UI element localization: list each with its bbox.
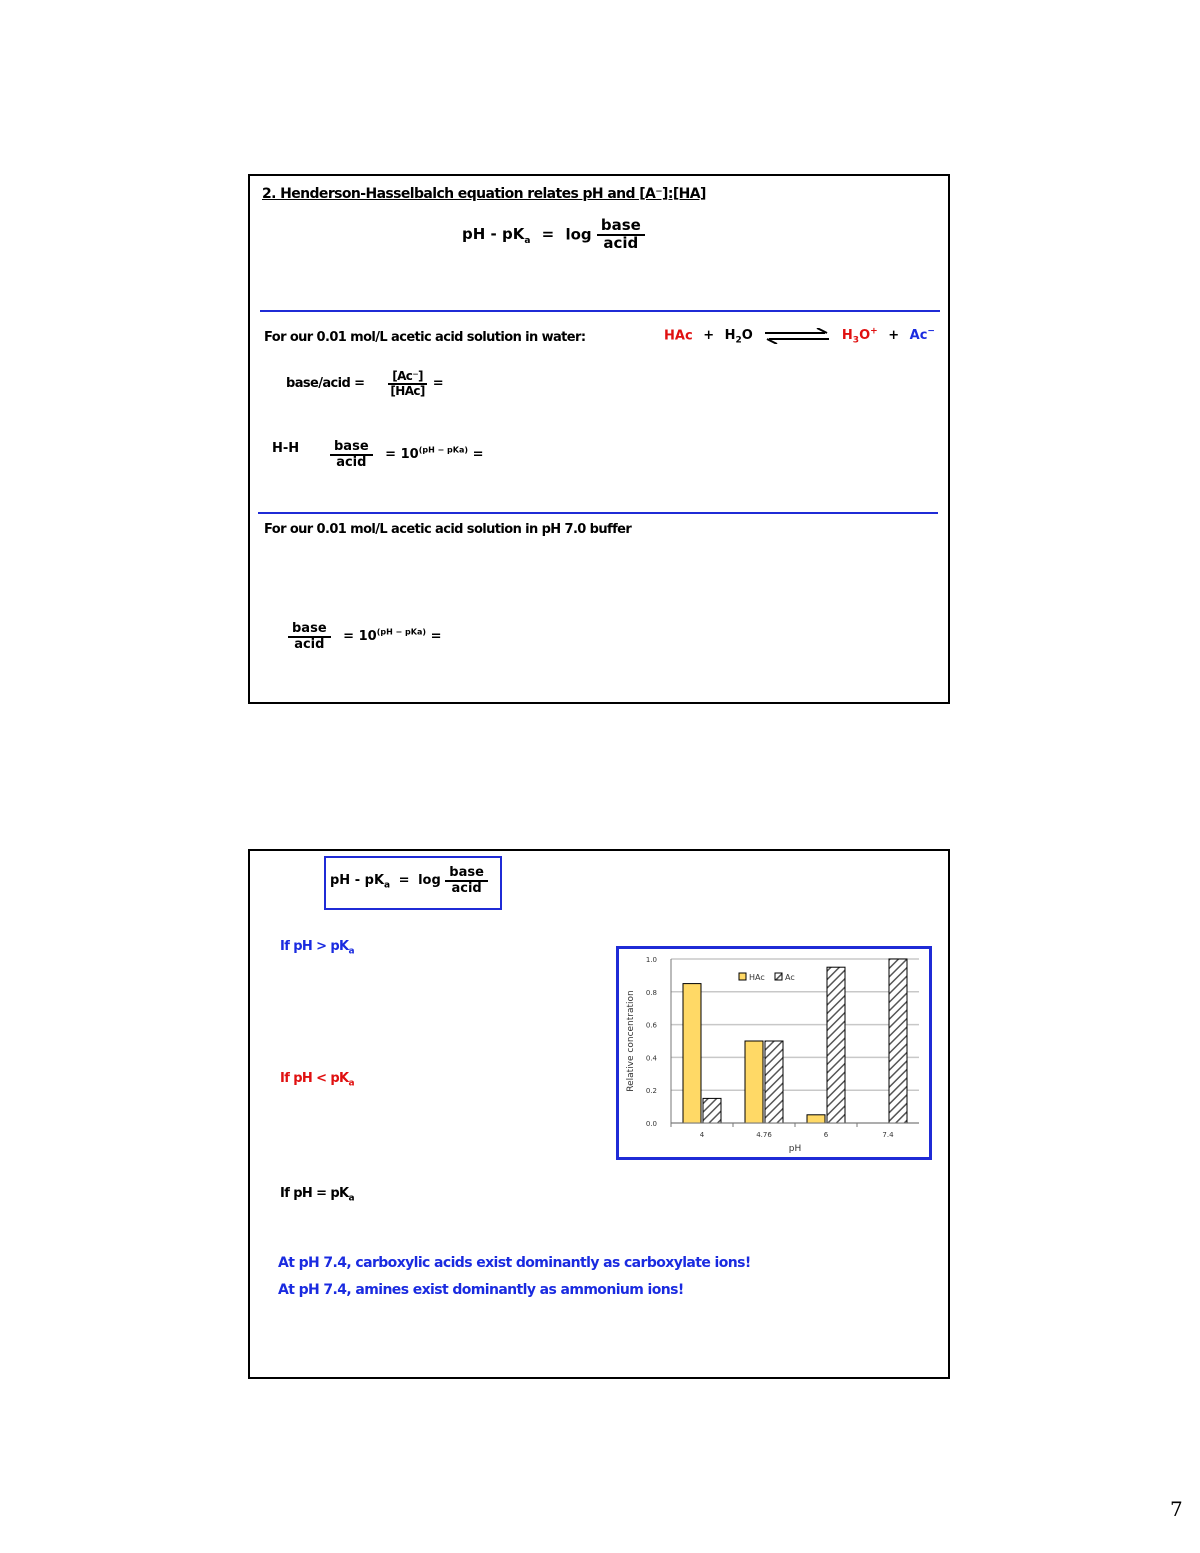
x-tick-label: 7.4 [882,1131,894,1139]
frac-denominator: acid [336,454,367,470]
y-axis-title: Relative concentration [626,990,636,1092]
frac-denominator: acid [294,636,325,652]
chart-legend [739,973,795,982]
hh-fraction [445,866,488,895]
condition-ph-equal: If pH = $pK_a$ [280,1186,355,1204]
reactant-water: $H_2O$ [724,328,753,346]
ratio-denominator: [HAc] [390,383,425,398]
hh-numerator: base [597,218,645,236]
bar-hac-4.76 [745,1041,763,1123]
ten-power-eq: = [430,629,442,645]
slide-henderson-hasselbalch [248,174,950,704]
hh-log: log [418,873,441,889]
ratio-numerator: [Ac⁻] [388,370,427,385]
divider-line [260,310,940,312]
bar-ac-6 [827,967,845,1123]
bar-ac-4 [703,1098,721,1123]
product-acetate: Ac− [909,327,935,344]
buffer-power-expression [288,622,441,651]
buffer-heading: For our 0.01 mol/L acetic acid solution in pH 7.0 buffer [264,522,632,537]
hh-eq-sign: = [541,225,555,244]
chart-svg [619,949,929,1157]
plus-sign: + [888,328,900,344]
hh-equation-box [324,856,502,910]
frac-numerator: base [330,440,373,456]
y-tick-label: 0.4 [645,1054,657,1063]
y-tick-label: 0.0 [645,1120,657,1128]
base-acid-fraction [288,622,331,651]
bar-ac-7.4 [889,959,907,1123]
condition-ph-less: If pH < $pK_a$ [280,1071,355,1089]
hh-power-expression [330,440,483,469]
y-tick-label: 0.6 [645,1021,657,1030]
y-tick-label: 0.2 [645,1087,657,1096]
bar-ac-4.76 [765,1041,783,1123]
hh-equation [462,218,645,252]
concentration-chart [616,946,932,1160]
hh-equation [330,866,488,895]
page-number: 7 [1170,1497,1183,1521]
hh-eq-sign: = [398,873,410,889]
y-tick-label: 0.8 [645,988,657,997]
ratio-label: base/acid = [286,376,365,392]
y-tick-label: 1.0 [645,956,657,964]
bar-hac-4 [683,984,701,1123]
legend-swatch-hac [739,973,746,980]
statement-amines: At pH 7.4, amines exist dominantly as ammonium ions! [278,1282,684,1298]
hh-log: log [565,225,592,244]
base-acid-fraction [330,440,373,469]
ratio-expression [286,370,443,397]
hh-fraction [597,218,645,252]
ten-power: = $10^{(pH - pKa)}$ [385,445,469,463]
hh-label: H-H [272,441,300,456]
water-heading: For our 0.01 mol/L acetic acid solution in water: [264,330,586,345]
frac-numerator: base [288,622,331,638]
divider-line [258,512,938,514]
x-tick-label: 6 [823,1131,829,1139]
statement-carboxylic: At pH 7.4, carboxylic acids exist dominantly as carboxylate ions! [278,1255,751,1271]
equilibrium-arrows-icon [761,328,833,344]
hh-lhs: pH - $pK_a$ [330,873,391,891]
x-tick-label: 4 [699,1131,705,1139]
condition-ph-greater: If pH > $pK_a$ [280,939,355,957]
hh-lhs: pH - $pK_a$ [462,225,531,247]
reactant-hac: HAc [664,328,693,344]
x-tick-label: 4.76 [756,1131,772,1139]
dissociation-reaction [664,327,935,346]
legend-label-hac: HAc [749,973,765,982]
slide-title: 2. Henderson-Hasselbalch equation relates pH and [A⁻]:[HA] [262,186,706,202]
hh-denominator: acid [603,233,639,252]
x-axis-title: pH [788,1144,802,1154]
ratio-eq-sign: = [432,376,444,392]
chart-bars [683,959,907,1123]
legend-label-ac: Ac [785,973,795,982]
hh-numerator: base [445,866,488,882]
slide-buffer-conditions [248,849,950,1379]
bar-hac-6 [807,1115,825,1123]
ratio-fraction [386,370,428,397]
product-hydronium: $H_3O^+$ [841,327,878,346]
ten-power-eq: = [472,447,484,463]
legend-swatch-ac [775,973,782,980]
hh-denominator: acid [451,880,482,896]
plus-sign: + [703,328,715,344]
ten-power: = $10^{(pH - pKa)}$ [343,627,427,645]
